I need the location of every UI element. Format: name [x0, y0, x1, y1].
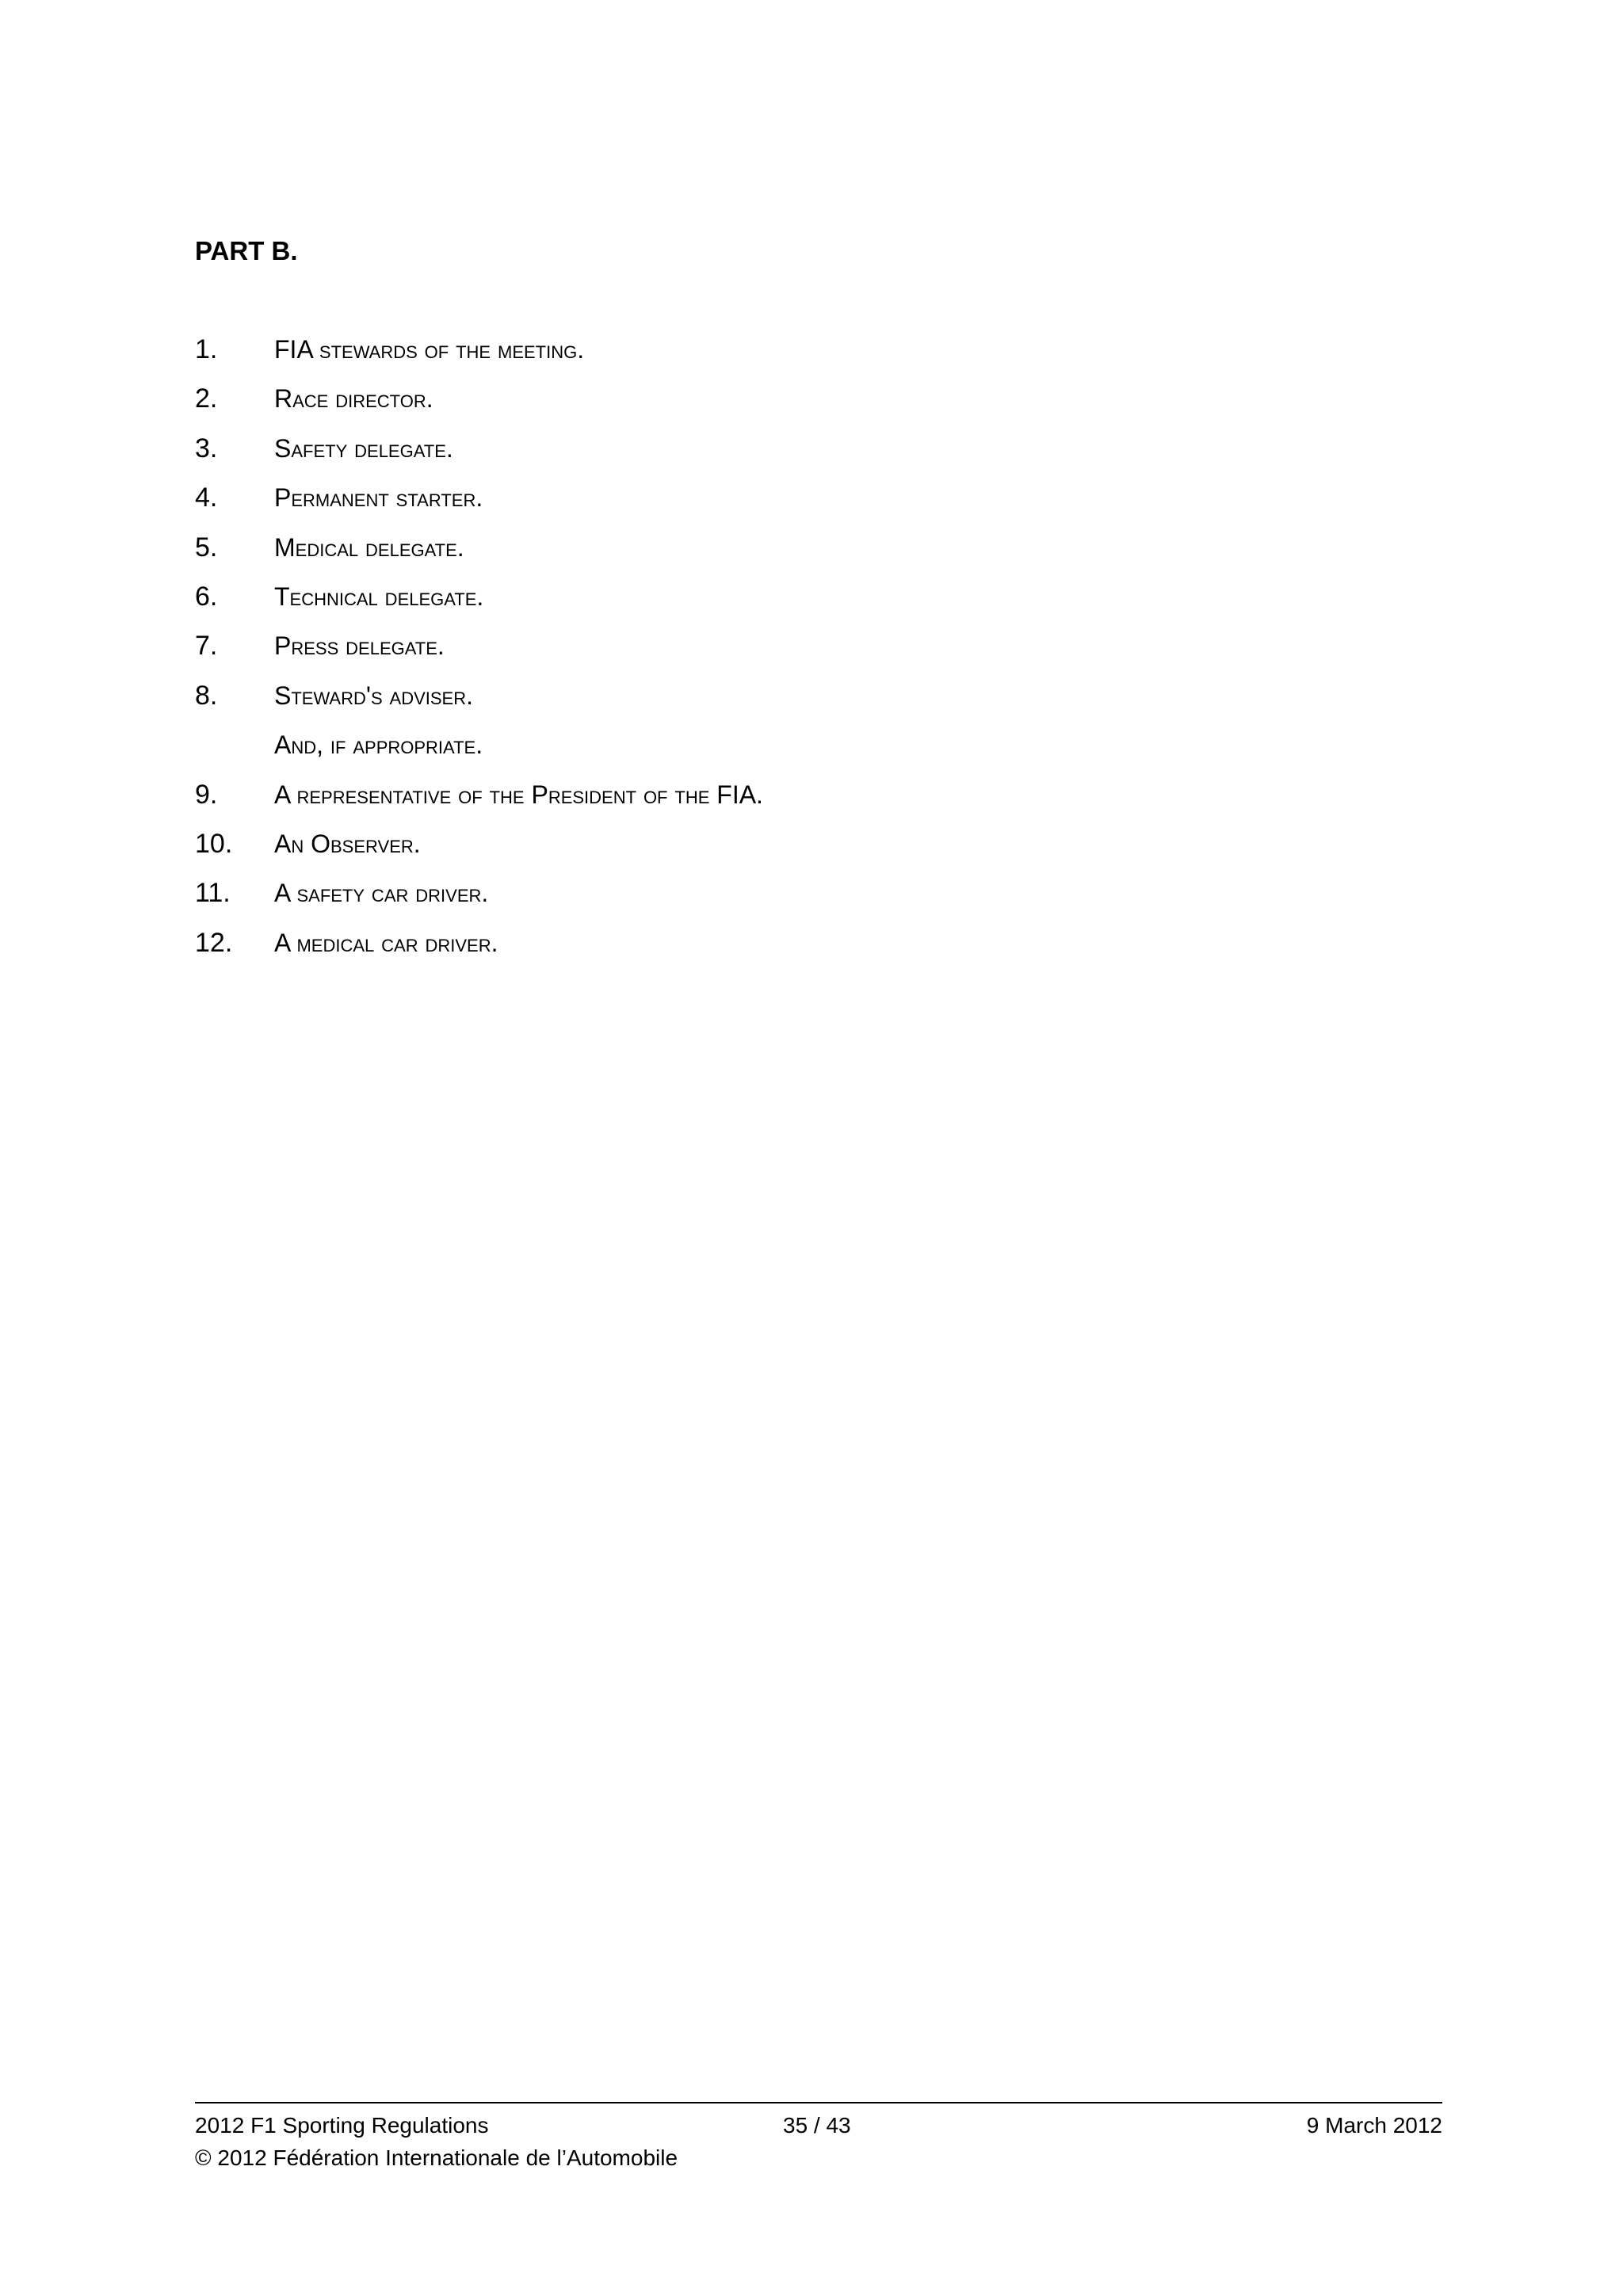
item-number: 6. [195, 581, 218, 612]
item-number: 11. [195, 878, 231, 909]
item-text: Press delegate. [274, 631, 445, 661]
item-text: Technical delegate. [274, 582, 484, 611]
item-text: And, if appropriate. [274, 730, 483, 760]
footer-divider [195, 2102, 1442, 2103]
item-text: Race director. [274, 384, 433, 414]
item-text: A representative of the President of the FIA. [274, 780, 763, 809]
item-text: Permanent starter. [274, 483, 483, 513]
item-number: 2. [195, 383, 218, 414]
item-number: 7. [195, 631, 218, 662]
item-number: 8. [195, 680, 218, 711]
footer-page-number: 35 / 43 [783, 2113, 851, 2138]
footer-document-title: 2012 F1 Sporting Regulations [195, 2113, 489, 2138]
footer-date: 9 March 2012 [1306, 2113, 1442, 2138]
item-text: A safety car driver. [274, 879, 489, 908]
item-number: 10. [195, 828, 233, 859]
item-number: 3. [195, 433, 218, 463]
item-text: FIA stewards of the meeting. [274, 335, 585, 364]
footer-copyright: © 2012 Fédération Internationale de l’Automobile [195, 2145, 678, 2170]
item-text: Safety delegate. [274, 433, 453, 463]
item-text: An Observer. [274, 829, 421, 858]
page-heading: PART B. [195, 236, 298, 265]
item-text: Steward's adviser. [274, 681, 474, 710]
item-number: 4. [195, 482, 218, 513]
item-text: A medical car driver. [274, 928, 498, 957]
item-number: 12. [195, 927, 233, 958]
item-text: Medical delegate. [274, 532, 464, 562]
item-number: 5. [195, 532, 218, 563]
item-number: 9. [195, 779, 218, 810]
item-number: 1. [195, 334, 218, 364]
